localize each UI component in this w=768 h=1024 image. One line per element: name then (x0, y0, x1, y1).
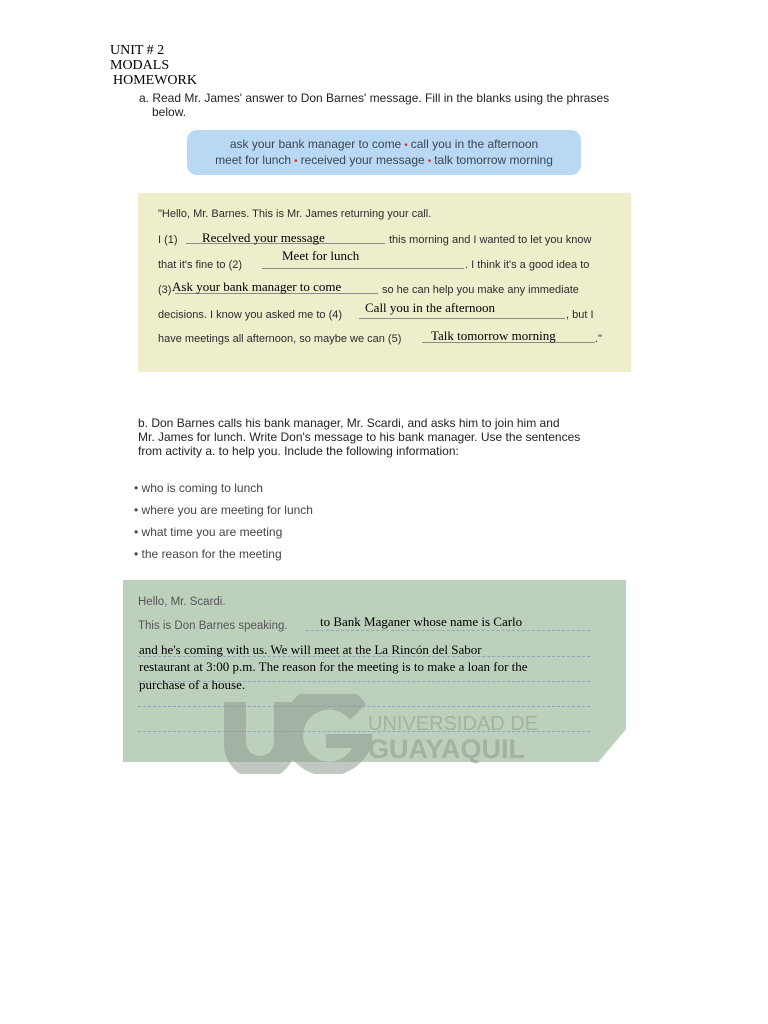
watermark-line-2: GUAYAQUIL (368, 734, 526, 764)
info-bullet-4: • the reason for the meeting (134, 547, 282, 561)
watermark-g-letter (282, 694, 372, 774)
phrase-item: received your message (300, 153, 425, 167)
topic-title: MODALS (110, 58, 170, 73)
phrase-item: ask your bank manager to come (229, 137, 402, 151)
activity-b-instruction-line2: Mr. James for lunch. Write Don's message to his bank manager. Use the sentences (138, 430, 581, 444)
blank-4-line (359, 318, 565, 319)
unit-title: UNIT # 2 (110, 43, 165, 58)
activity-b-instruction-line3: from activity a. to help you. Include the following information: (138, 444, 459, 458)
bullet-dot: • (294, 156, 298, 167)
phrase-row-1 (187, 137, 581, 153)
letter-line-5-start: decisions. I know you asked me to (4) (158, 309, 343, 321)
letter-line-1: "Hello, Mr. Barnes. This is Mr. James returning your call. (158, 208, 432, 220)
answer-4-field[interactable]: Call you in the afternoon (365, 300, 495, 315)
message-answer-line-2[interactable]: and he's coming with us. We will meet at the La Rincón del Sabor (139, 642, 482, 657)
bullet-dot: • (404, 140, 408, 151)
watermark-line-1: UNIVERSIDAD DE (368, 713, 539, 735)
info-bullet-1: • who is coming to lunch (134, 481, 263, 495)
letter-line-6-start: have meetings all afternoon, so maybe we can (5) (158, 333, 402, 345)
phrase-row-2 (187, 153, 581, 169)
letter-line-5-end: , but I (566, 309, 594, 321)
letter-line-4-end: so he can help you make any immediate (382, 284, 579, 296)
phrase-bank (187, 130, 581, 175)
message-answer-line-3[interactable]: restaurant at 3:00 p.m. The reason for the meeting is to make a loan for the (139, 659, 528, 674)
message-intro: This is Don Barnes speaking. (138, 620, 288, 632)
phrase-item: talk tomorrow morning (434, 153, 553, 167)
message-greeting: Hello, Mr. Scardi. (138, 596, 226, 608)
letter-line-2-end: this morning and I wanted to let you know (389, 234, 592, 246)
letter-line-4-start: (3) (158, 284, 172, 296)
info-bullet-2: • where you are meeting for lunch (134, 503, 313, 517)
phrase-item: meet for lunch (215, 153, 292, 167)
letter-line-6-end: ." (595, 333, 602, 345)
message-answer-line-4[interactable]: purchase of a house. (139, 677, 246, 692)
blank-2-line (262, 268, 464, 269)
answer-1-field[interactable]: Recelved your message (202, 230, 325, 245)
answer-2-field[interactable]: Meet for lunch (282, 248, 360, 263)
university-watermark (222, 694, 552, 774)
activity-a-instruction-line1: a. Read Mr. James' answer to Don Barnes' message. Fill in the blanks using the phrases (139, 91, 610, 105)
answer-3-field[interactable]: Ask your bank manager to come (172, 279, 342, 294)
letter-line-2-start: I (1) (158, 234, 178, 246)
bullet-dot: • (427, 156, 432, 167)
letter-line-3-start: that it's fine to (2) (158, 259, 243, 271)
message-answer-line-1[interactable]: to Bank Maganer whose name is Carlo (320, 614, 523, 629)
activity-a-instruction-line2: below. (152, 105, 187, 119)
activity-b-instruction-line1: b. Don Barnes calls his bank manager, Mr. Scardi, and asks him to join him and (138, 416, 560, 430)
info-bullet-3: • what time you are meeting (134, 525, 283, 539)
letter-line-3-end: . I think it's a good idea to (465, 259, 590, 271)
answer-5-field[interactable]: Talk tomorrow morning (431, 328, 556, 343)
phrase-item: call you in the afternoon (410, 137, 539, 151)
homework-title: HOMEWORK (113, 73, 197, 88)
